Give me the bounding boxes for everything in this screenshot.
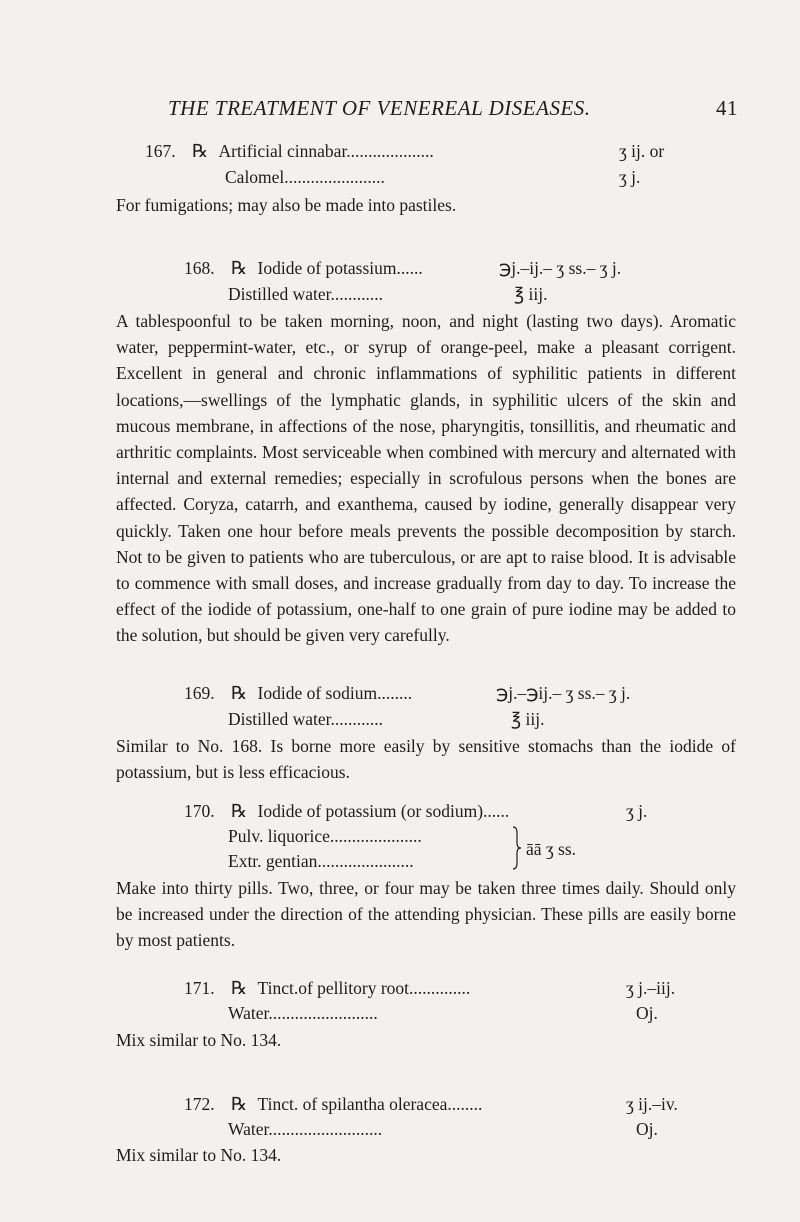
rx-line: Tinct.of pellitory root.............. xyxy=(257,978,471,998)
rx-number: 169. xyxy=(184,683,215,703)
rx-symbol: ℞ xyxy=(231,1094,248,1114)
prescription-170-line3 xyxy=(228,848,414,874)
note-171: Mix similar to No. 134. xyxy=(116,1030,282,1050)
header-title: THE TREATMENT OF VENEREAL DISEASES. xyxy=(168,96,591,120)
rx-line: Pulv. liquorice..................... xyxy=(228,826,422,846)
rx-amount: ʒ j. xyxy=(619,167,641,187)
running-header xyxy=(168,96,738,121)
prescription-170-amount xyxy=(526,836,576,862)
rx-amount: ʒ j.–iij. xyxy=(626,978,676,998)
note-168: A tablespoonful to be taken morning, noon, and night (lasting two days). Aromatic water, peppermint-water, etc., or syrup of orange-peel, make a pleasant corrigent. Excellent in general and chronic inflammations of syphilitic patients in different locations,—swellings of the lymphatic glands, in syphilitic ulcers of the skin and mucous membrane, in affections of the nose, pharyngitis, tonsillitis, and rheumatic and arthritic complaints. Most serviceable when combined with mercury and alternated with internal and external remedies; especially in scrofulous persons when the bones are affected. Coryza, catarrh, and exanthema, caused by iodine, generally disappear very quickly. Taken one hour before meals prevents the possible decomposition by starch. Not to be given to patients who are tuberculous, or are apt to raise blood. It is advisable to commence with small doses, and increase gradually from day to day. To increase the effect of the iodide of potassium, one-half to one grain of pure iodine may be added to the solution, but should be given very carefully. xyxy=(116,311,736,646)
rx-line: Iodide of sodium........ xyxy=(257,683,413,703)
rx-line: Water.......................... xyxy=(228,1119,383,1139)
rx-line: Artificial cinnabar.................... xyxy=(218,141,434,161)
rx-symbol: ℞ xyxy=(231,978,248,998)
rx-line: Tinct. of spilantha oleracea........ xyxy=(257,1094,483,1114)
rx-symbol: ℞ xyxy=(231,801,248,821)
rx-number: 171. xyxy=(184,978,215,998)
rx-number: 168. xyxy=(184,258,215,278)
rx-amount: ʒ ij.–iv. xyxy=(626,1094,678,1114)
note-172: Mix similar to No. 134. xyxy=(116,1145,282,1165)
prescription-169-line2 xyxy=(228,706,545,732)
note-169: Similar to No. 168. Is borne more easily by sensitive stomachs than the iodide of potassium, but is less efficacious. xyxy=(116,736,736,783)
rx-amount: ℥ iij. xyxy=(514,284,548,304)
prescription-170-line2 xyxy=(228,823,422,849)
rx-line: Distilled water............ xyxy=(228,284,384,304)
rx-line: Iodide of potassium...... xyxy=(257,258,423,278)
rx-number: 172. xyxy=(184,1094,215,1114)
prescription-167 xyxy=(145,138,665,164)
prescription-168 xyxy=(184,255,622,281)
prescription-172-line2 xyxy=(228,1116,658,1142)
rx-line: Water......................... xyxy=(228,1003,378,1023)
rx-amount: ℥ iij. xyxy=(511,709,545,729)
rx-symbol: ℞ xyxy=(231,683,248,703)
rx-amount: āā ʒ ss. xyxy=(526,839,577,859)
rx-line: Extr. gentian...................... xyxy=(228,851,414,871)
prescription-168-line2 xyxy=(228,281,548,307)
page-number: 41 xyxy=(716,96,738,120)
note-170: Make into thirty pills. Two, three, or four may be taken three times daily. Should only be increased under the direction of the attending physician. These pills are easily borne by most patients. xyxy=(116,878,736,951)
rx-amount: Oj. xyxy=(636,1119,658,1139)
rx-amount: ʒ ij. or xyxy=(619,141,665,161)
rx-amount: ℈j.–℈ij.– ʒ ss.– ʒ j. xyxy=(496,683,631,703)
rx-number: 170. xyxy=(184,801,215,821)
rx-amount: Oj. xyxy=(636,1003,658,1023)
prescription-171-line2 xyxy=(228,1000,658,1026)
rx-symbol: ℞ xyxy=(192,141,209,161)
rx-symbol: ℞ xyxy=(231,258,248,278)
brace xyxy=(512,825,522,871)
prescription-171 xyxy=(184,975,676,1001)
rx-number: 167. xyxy=(145,141,176,161)
note-167: For fumigations; may also be made into pastiles. xyxy=(116,195,457,215)
rx-line: Iodide of potassium (or sodium)...... xyxy=(257,801,510,821)
rx-amount: ℈j.–ij.– ʒ ss.– ʒ j. xyxy=(499,258,622,278)
rx-amount: ʒ j. xyxy=(626,801,648,821)
prescription-172 xyxy=(184,1091,678,1117)
prescription-170 xyxy=(184,798,648,824)
rx-line: Calomel....................... xyxy=(225,167,385,187)
rx-line: Distilled water............ xyxy=(228,709,384,729)
prescription-167-line2 xyxy=(225,164,641,190)
prescription-169 xyxy=(184,680,631,706)
